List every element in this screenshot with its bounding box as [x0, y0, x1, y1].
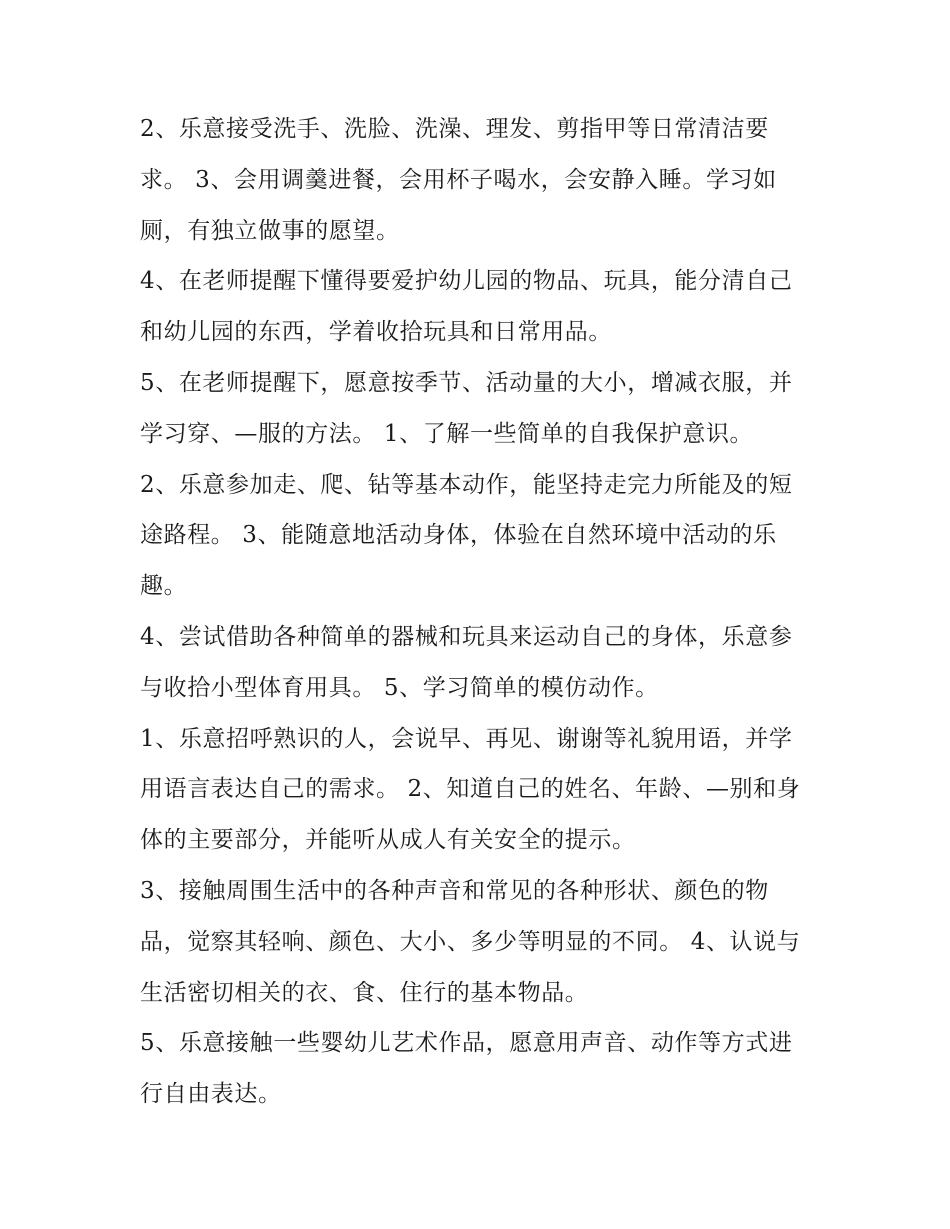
paragraph-care-for-belongings: 4、在老师提醒下懂得要爱护幼儿园的物品、玩具，能分清自己和幼儿园的东西，学着收拾玩具和日常用品。 — [140, 268, 793, 346]
paragraph-language-and-self: 1、乐意招呼熟识的人，会说早、再见、谢谢等礼貌用语，并学用语言表达自己的需求。 2、知道自己的姓名、年龄、—别和身体的主要部分，并能听从成人有关安全的提示。 — [140, 725, 801, 854]
paragraph-art-expression: 5、乐意接触一些婴幼儿艺术作品，愿意用声音、动作等方式进行自由表达。 — [140, 1030, 793, 1108]
paragraph-basic-movements: 2、乐意参加走、爬、钻等基本动作，能坚持走完力所能及的短途路程。 3、能随意地活动身体，体验在自然环境中活动的乐趣。 — [140, 471, 793, 600]
paragraph-sports-equipment: 4、尝试借助各种简单的器械和玩具来运动自己的身体，乐意参与收拾小型体育用具。 5、学习简单的模仿动作。 — [140, 623, 793, 701]
paragraph-clothing-and-safety: 5、在老师提醒下，愿意按季节、活动量的大小，增减衣服，并学习穿、—服的方法。 1、了解一些简单的自我保护意识。 — [140, 369, 793, 447]
document-body — [140, 104, 810, 1120]
paragraph-self-care-cleanliness: 2、乐意接受洗手、洗脸、洗澡、理发、剪指甲等日常清洁要求。 3、会用调羹进餐，会用杯子喝水，会安静入睡。学习如厕，有独立做事的愿望。 — [140, 116, 777, 244]
paragraph-perception-of-surroundings: 3、接触周围生活中的各种声音和常见的各种形状、颜色的物品，觉察其轻响、颜色、大小、多少等明显的不同。 4、认说与生活密切相关的衣、食、住行的基本物品。 — [140, 877, 801, 1006]
